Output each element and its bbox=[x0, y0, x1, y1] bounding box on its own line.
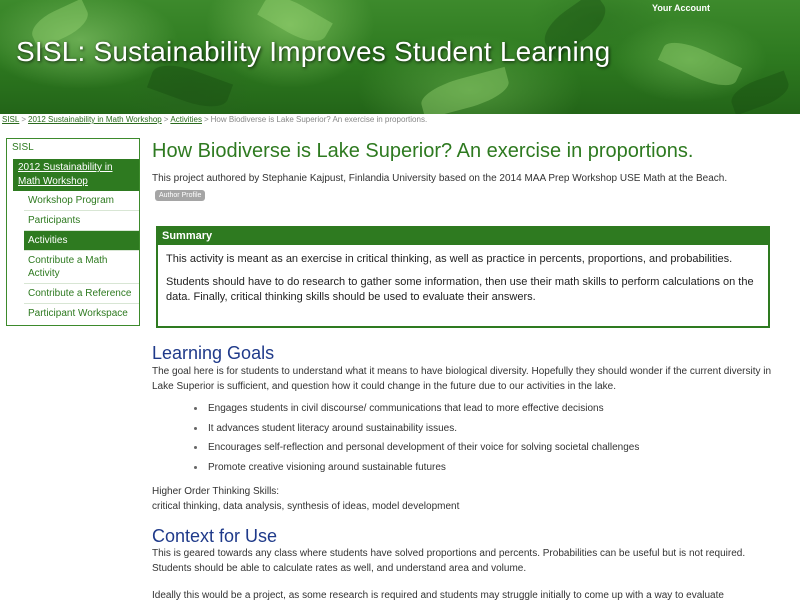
hots-value: critical thinking, data analysis, synthesis of ideas, model development bbox=[152, 501, 460, 512]
summary-box bbox=[156, 226, 770, 328]
summary-paragraph: Students should have to do research to gather some information, then use their math skills to perform calculations on the data. Finally, critical thinking skills should be used to evaluate their answers. bbox=[166, 276, 754, 303]
sidebar-item-activities[interactable]: Activities bbox=[24, 231, 139, 251]
list-item: Promote creative visioning around sustainable futures bbox=[208, 458, 639, 478]
your-account-link[interactable]: Your Account bbox=[652, 3, 710, 13]
breadcrumb-sisl[interactable]: SISL bbox=[2, 115, 20, 124]
learning-goals-intro: The goal here is for students to understand what it means to have biological diversity. Hopefully they should wonder if the current diversity in Lake Superior is sufficient, and question how it could change in the future due to our activities in the lake. bbox=[152, 366, 772, 392]
learning-goals-list bbox=[208, 399, 639, 477]
sidebar-item-workshop[interactable]: 2012 Sustainability in Math Workshop bbox=[13, 159, 139, 191]
summary-paragraph: This activity is meant as an exercise in critical thinking, as well as practice in percents, proportions, and probabilities. bbox=[166, 253, 733, 265]
context-heading: Context for Use bbox=[152, 526, 278, 546]
sidebar-item-contribute-activity[interactable]: Contribute a Math Activity bbox=[24, 251, 139, 284]
list-item: It advances student literacy around sustainability issues. bbox=[208, 419, 639, 439]
author-byline: This project authored by Stephanie Kajpust, Finlandia University based on the 2014 MAA Prep Workshop USE Math at the Beach. bbox=[152, 173, 728, 184]
sidebar-item-contribute-reference[interactable]: Contribute a Reference bbox=[24, 284, 139, 304]
site-title: SISL: Sustainability Improves Student Learning bbox=[16, 36, 611, 67]
list-item: Engages students in civil discourse/ communications that lead to more effective decisions bbox=[208, 399, 639, 419]
context-paragraph: This is geared towards any class where students have solved proportions and percents. Probabilities can be useful but is not required. Students should be able to calculate rates as well, and understand area and volume. bbox=[152, 548, 746, 574]
hots-label: Higher Order Thinking Skills: bbox=[152, 486, 280, 497]
sidebar-item-sisl[interactable]: SISL bbox=[12, 142, 34, 153]
breadcrumb: SISL > 2012 Sustainability in Math Workshop > Activities > How Biodiverse is Lake Superior? An exercise in proportions. bbox=[2, 115, 428, 124]
page-title: How Biodiverse is Lake Superior? An exercise in proportions. bbox=[152, 140, 694, 162]
context-paragraph: Ideally this would be a project, as some research is required and students may struggle initially to come up with a way to evaluate bbox=[152, 590, 724, 600]
summary-body bbox=[158, 245, 768, 305]
sidebar-item-workshop-program[interactable]: Workshop Program bbox=[24, 191, 139, 211]
site-header bbox=[0, 0, 800, 114]
author-profile-button[interactable]: Author Profile bbox=[155, 190, 205, 201]
foliage-decoration bbox=[418, 67, 513, 114]
main-content bbox=[152, 140, 772, 600]
sidebar-nav bbox=[6, 138, 140, 326]
foliage-decoration bbox=[658, 34, 742, 93]
breadcrumb-activities[interactable]: Activities bbox=[170, 115, 202, 124]
learning-goals-heading: Learning Goals bbox=[152, 343, 275, 363]
breadcrumb-current: How Biodiverse is Lake Superior? An exercise in proportions. bbox=[210, 115, 428, 124]
summary-heading: Summary bbox=[158, 228, 768, 245]
list-item: Encourages self-reflection and personal development of their voice for solving societal challenges bbox=[208, 438, 639, 458]
sidebar-item-participant-workspace[interactable]: Participant Workspace bbox=[28, 308, 128, 319]
breadcrumb-workshop[interactable]: 2012 Sustainability in Math Workshop bbox=[28, 115, 162, 124]
sidebar-item-participants[interactable]: Participants bbox=[24, 211, 139, 231]
